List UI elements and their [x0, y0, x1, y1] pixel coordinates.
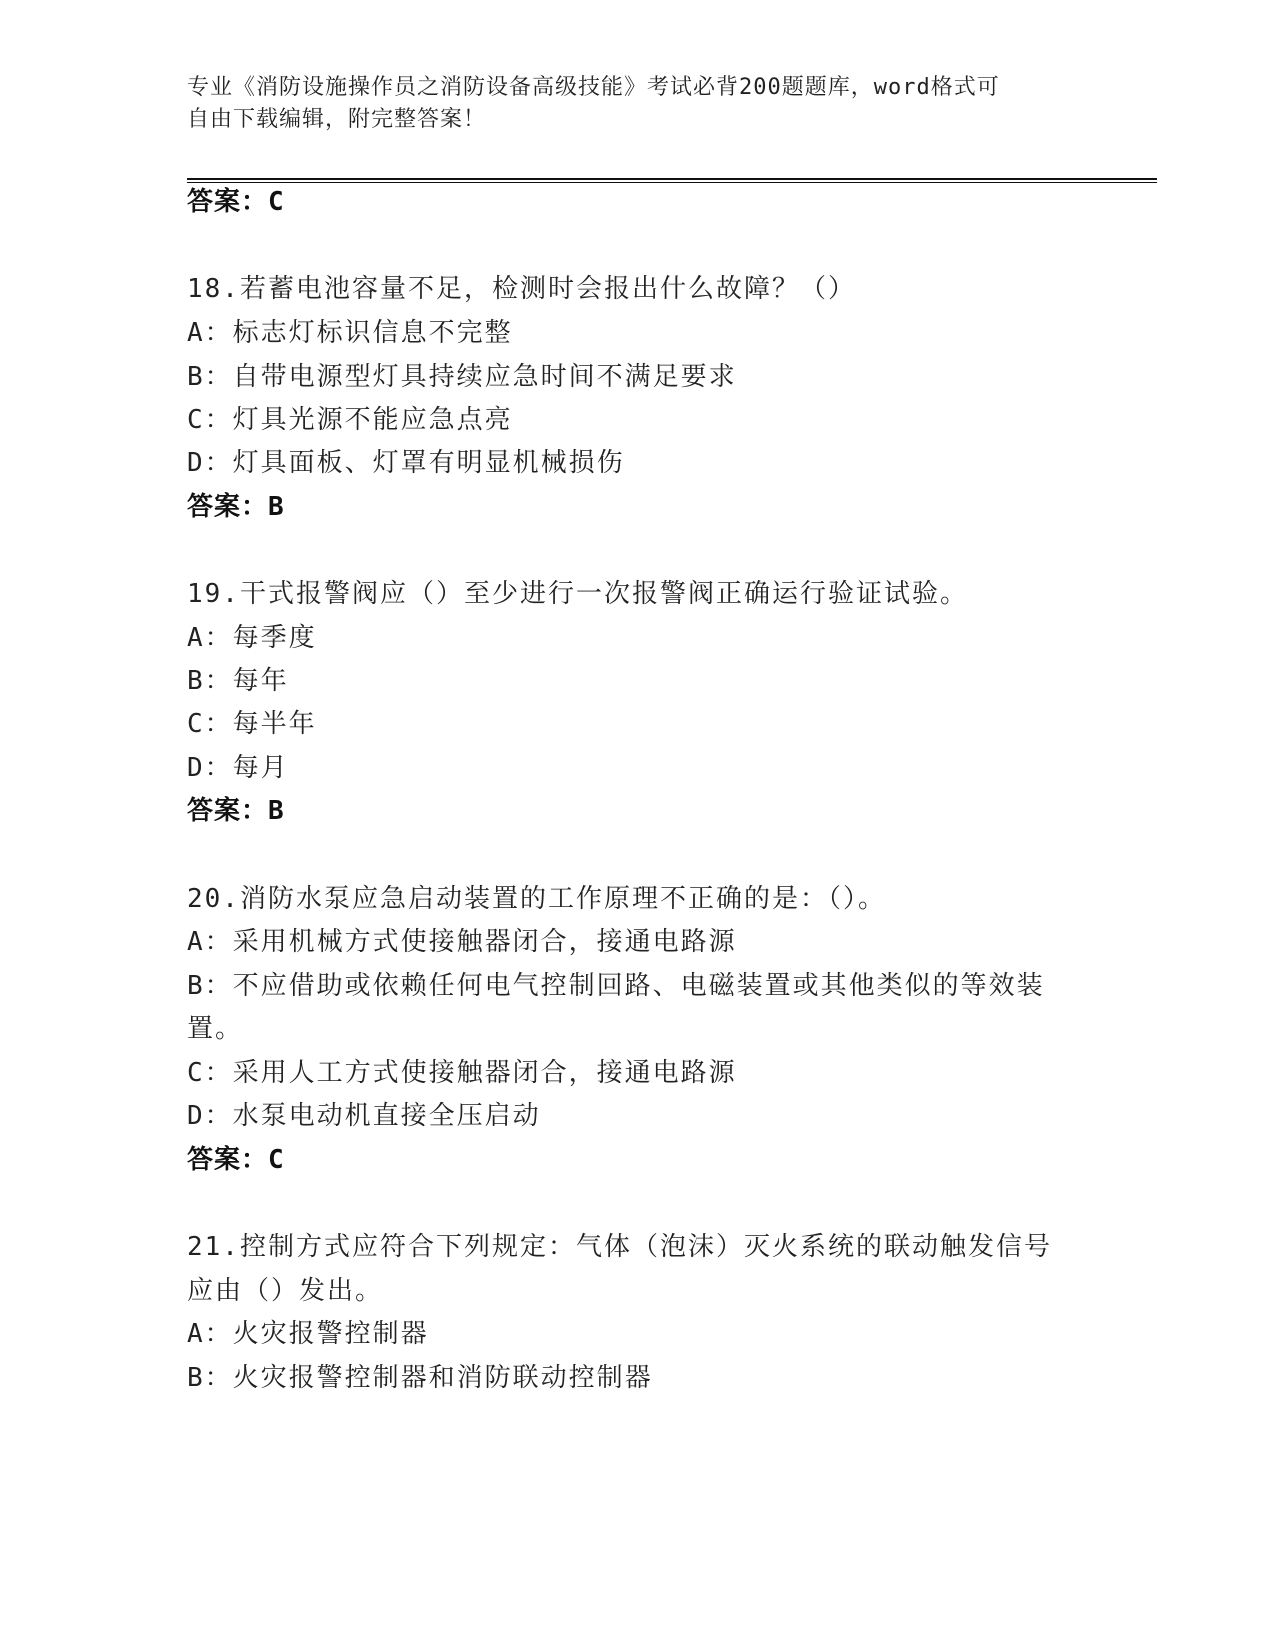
previous-answer: 答案：C	[187, 187, 285, 217]
question-18-answer: 答案：B	[187, 492, 285, 522]
question-19-option-c: C：每半年	[187, 709, 317, 739]
question-20-option-b-continued: 置。	[187, 1014, 244, 1044]
question-18-option-a: A：标志灯标识信息不完整	[187, 318, 513, 348]
question-21-option-b: B：火灾报警控制器和消防联动控制器	[187, 1363, 653, 1393]
question-18-stem: 18.若蓄电池容量不足，检测时会报出什么故障？（）	[187, 274, 856, 304]
header-divider	[187, 178, 1157, 183]
question-21-stem-continued: 应由（）发出。	[187, 1276, 384, 1306]
question-19-answer: 答案：B	[187, 796, 285, 826]
document-header	[187, 72, 1067, 136]
question-20-option-a: A：采用机械方式使接触器闭合，接通电路源	[187, 927, 737, 957]
question-21-stem: 21.控制方式应符合下列规定：气体（泡沫）灭火系统的联动触发信号	[187, 1232, 1052, 1262]
question-19-option-b: B：每年	[187, 666, 289, 696]
header-line-2: 自由下载编辑，附完整答案！	[187, 107, 487, 132]
question-20-option-b: B：不应借助或依赖任何电气控制回路、电磁装置或其他类似的等效装	[187, 971, 1045, 1001]
question-20-answer: 答案：C	[187, 1145, 285, 1175]
question-20-option-d: D：水泵电动机直接全压启动	[187, 1101, 541, 1131]
question-20-option-c: C：采用人工方式使接触器闭合，接通电路源	[187, 1058, 737, 1088]
question-18-option-c: C：灯具光源不能应急点亮	[187, 405, 513, 435]
header-line-1: 专业《消防设施操作员之消防设备高级技能》考试必背200题题库，word格式可	[187, 75, 1000, 100]
question-18-option-b: B：自带电源型灯具持续应急时间不满足要求	[187, 362, 737, 392]
question-18-option-d: D：灯具面板、灯罩有明显机械损伤	[187, 448, 625, 478]
question-19-option-a: A：每季度	[187, 623, 317, 653]
question-20-stem: 20.消防水泵应急启动装置的工作原理不正确的是：（）。	[187, 884, 886, 914]
question-19-option-d: D：每月	[187, 753, 289, 783]
question-19-stem: 19.干式报警阀应（）至少进行一次报警阀正确运行验证试验。	[187, 579, 968, 609]
question-21-option-a: A：火灾报警控制器	[187, 1319, 429, 1349]
